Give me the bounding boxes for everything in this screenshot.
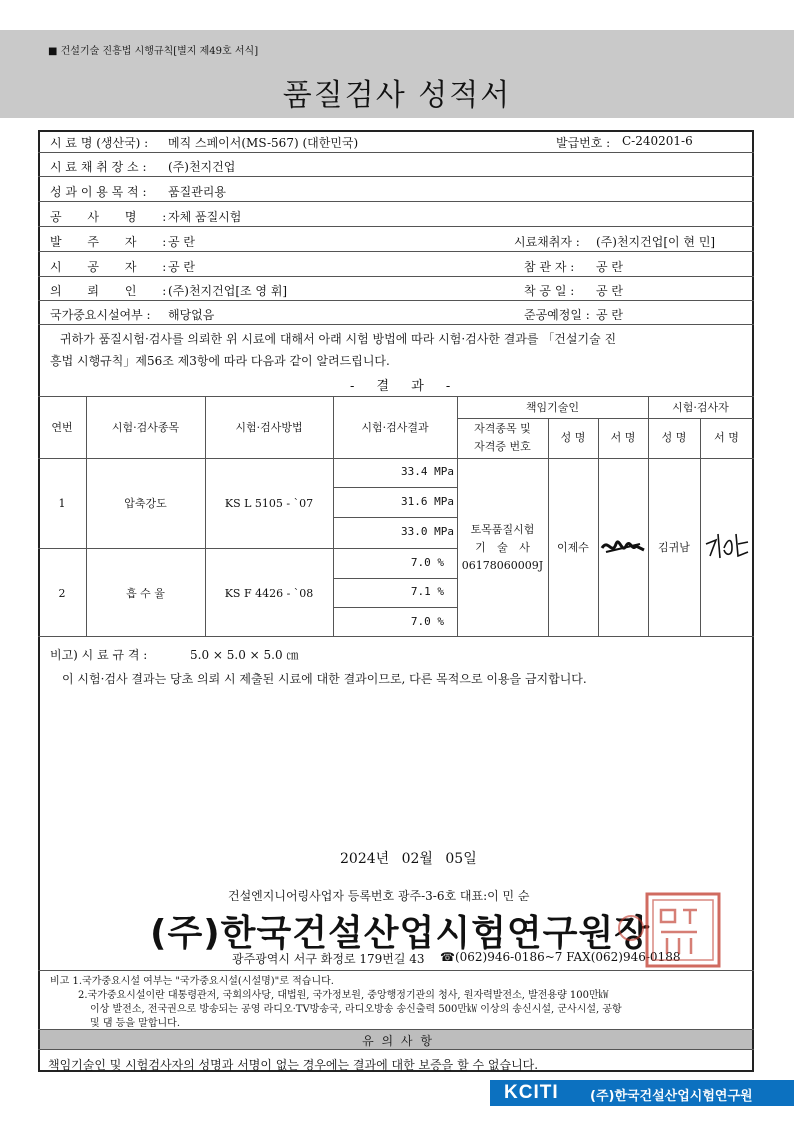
rule (38, 251, 754, 252)
remark-label: 비고) 시 료 규 격 : (50, 648, 148, 662)
builder-label: 시 공 자 : (50, 260, 167, 274)
rule (598, 418, 599, 636)
project-label: 공 사 명 : (50, 210, 167, 224)
qualification-line-2: 기 술 사 (475, 541, 530, 554)
sampler-label: 시료채취자 : (514, 235, 580, 249)
rule (333, 487, 457, 488)
col-header-item: 시험·검사종목 (111, 421, 180, 434)
rule (38, 1049, 754, 1050)
rule (457, 418, 753, 419)
rule (38, 324, 754, 325)
col-header-engineer-sign: 서 명 (610, 431, 636, 444)
national-facility-label: 국가중요시설여부 : (50, 308, 151, 322)
rule (38, 226, 754, 227)
col-header-engineer-name: 성 명 (560, 431, 586, 444)
rule (38, 152, 754, 153)
rule (700, 418, 701, 636)
witness: 공 란 (596, 260, 623, 274)
rule (548, 418, 549, 636)
issuer-organization: (주)한국건설산업시험연구원장 (150, 913, 650, 954)
row-1-item: 압축강도 (124, 497, 167, 510)
engineer-signature (600, 532, 646, 562)
start-date: 공 란 (596, 284, 623, 298)
col-header-method: 시험·검사방법 (235, 421, 303, 434)
col-header-tester-sign: 서 명 (714, 431, 739, 444)
rule (38, 548, 458, 549)
row-2-result-3: 7.0 % (410, 615, 444, 628)
rule (38, 176, 754, 177)
col-header-qualification-2: 자격증 번호 (474, 440, 531, 453)
client-label: 발 주 자 : (50, 235, 167, 249)
notice-text: 책임기술인 및 시험검사자의 성명과 서명이 없는 경우에는 결과에 대한 보증을 할 수 없습니다. (48, 1058, 539, 1072)
rule (333, 517, 457, 518)
result-heading: - 결 과 - (350, 379, 451, 394)
col-header-qualification-1: 자격종목 및 (474, 422, 531, 435)
row-1-result-2: 31.6 MPa (401, 495, 454, 508)
intro-line-1: 귀하가 품질시험·검사를 의뢰한 위 시료에 대해서 아래 시험 방법에 따라 시험·검사한 결과를 「건설기술 진 (60, 332, 617, 346)
rule (38, 458, 754, 459)
row-2-result-2: 7.1 % (410, 585, 444, 598)
note-1: 비고 1.국가중요시설 여부는 "국가중요시설(시설명)"로 적습니다. (50, 976, 334, 987)
row-2-no: 2 (58, 587, 66, 600)
note-2-line-3: 및 댐 등을 말합니다. (90, 1018, 180, 1029)
purpose: 품질관리용 (168, 185, 226, 199)
kciti-logo: KCITI (504, 1082, 559, 1103)
rule (333, 578, 457, 579)
row-2-item: 흡 수 율 (126, 587, 165, 600)
form-reference: ■ 건설기술 진흥법 시행규칙[별지 제49호 서식] (48, 46, 259, 57)
rule (38, 276, 754, 277)
notice-title: 유 의 사 항 (362, 1034, 432, 1048)
row-1-result-1: 33.4 MPa (401, 465, 454, 478)
intro-line-2: 흥법 시행규칙」제56조 제3항에 따라 다음과 같이 알려드립니다. (50, 354, 390, 368)
requester: (주)천지건업[조 영 휘] (168, 284, 288, 298)
client: 공 란 (168, 235, 195, 249)
remark-size: 5.0 × 5.0 × 5.0 ㎝ (190, 648, 299, 662)
issuer-phone: ☎(062)946-0186~7 FAX(062)946-0188 (440, 950, 681, 964)
row-2-method: KS F 4426 - `08 (224, 587, 314, 600)
official-seal (617, 888, 725, 970)
issue-no-label: 발급번호 : (556, 136, 611, 150)
note-2-line-2: 이상 발전소, 전국권으로 방송되는 공영 라디오·TV방송국, 라디오방송 송신출력 500만㎾ 이상의 송신시설, 군사시설, 공항 (90, 1004, 622, 1015)
row-1-method: KS L 5105 - `07 (224, 497, 314, 510)
note-2-line-1: 2.국가중요시설이란 대통령관저, 국회의사당, 대법원, 국가정보원, 중앙행정기관의 청사, 원자력발전소, 발전용량 100만㎾ (78, 990, 609, 1001)
rule (38, 636, 754, 637)
col-header-engineer: 책임기술인 (525, 401, 580, 414)
sampling-place-label: 시 료 채 취 장 소 : (50, 160, 147, 174)
rule (38, 1029, 754, 1030)
rule (38, 396, 754, 397)
sampler: (주)천지건업[이 현 민] (596, 235, 716, 249)
witness-label: 참 관 자 : (524, 260, 575, 274)
project: 자체 품질시험 (168, 210, 242, 224)
document-title: 품질검사 성적서 (282, 78, 512, 113)
qualification-line-1: 토목품질시험 (470, 523, 535, 536)
row-1-no: 1 (58, 497, 66, 510)
issue-no: C-240201-6 (622, 134, 693, 148)
national-facility: 해당없음 (168, 308, 215, 322)
rule (38, 300, 754, 301)
tester-signature (702, 526, 752, 566)
registration-line: 건설엔지니어링사업자 등록번호 광주-3-6호 대표:이 민 순 (228, 889, 530, 903)
engineer-name: 이제수 (557, 541, 589, 554)
col-header-tester: 시험·검사자 (672, 401, 729, 414)
builder: 공 란 (168, 260, 195, 274)
row-2-result-1: 7.0 % (410, 556, 444, 569)
sampling-place: (주)천지건업 (168, 160, 236, 174)
sample-name-label: 시 료 명 (생산국) : (50, 136, 149, 150)
footer-organization: (주)한국건설산업시험연구원 (590, 1089, 753, 1104)
col-header-tester-name: 성 명 (661, 431, 687, 444)
col-header-no: 연번 (51, 421, 73, 434)
completion-date: 공 란 (596, 308, 623, 322)
footer-brand-bar (490, 1080, 794, 1106)
sample-name: 메직 스페이서(MS-567) (대한민국) (168, 136, 359, 150)
purpose-label: 성 과 이 용 목 적 : (50, 185, 147, 199)
issuer-address: 광주광역시 서구 화정로 179번길 43 (232, 952, 425, 966)
rule (333, 607, 457, 608)
rule (38, 201, 754, 202)
row-1-result-3: 33.0 MPa (401, 525, 454, 538)
requester-label: 의 뢰 인 : (50, 284, 167, 298)
tester-name: 김귀남 (658, 541, 690, 554)
start-date-label: 착 공 일 : (524, 284, 575, 298)
remark-text: 이 시험·검사 결과는 당초 의뢰 시 제출된 시료에 대한 결과이므로, 다른 목적으로 이용을 금지합니다. (62, 672, 587, 686)
completion-date-label: 준공예정일 : (524, 308, 590, 322)
qualification-line-3: 06178060009J (461, 559, 544, 572)
col-header-result: 시험·검사결과 (361, 421, 429, 434)
issue-date: 2024년 02월 05일 (340, 851, 477, 867)
rule (38, 970, 754, 971)
